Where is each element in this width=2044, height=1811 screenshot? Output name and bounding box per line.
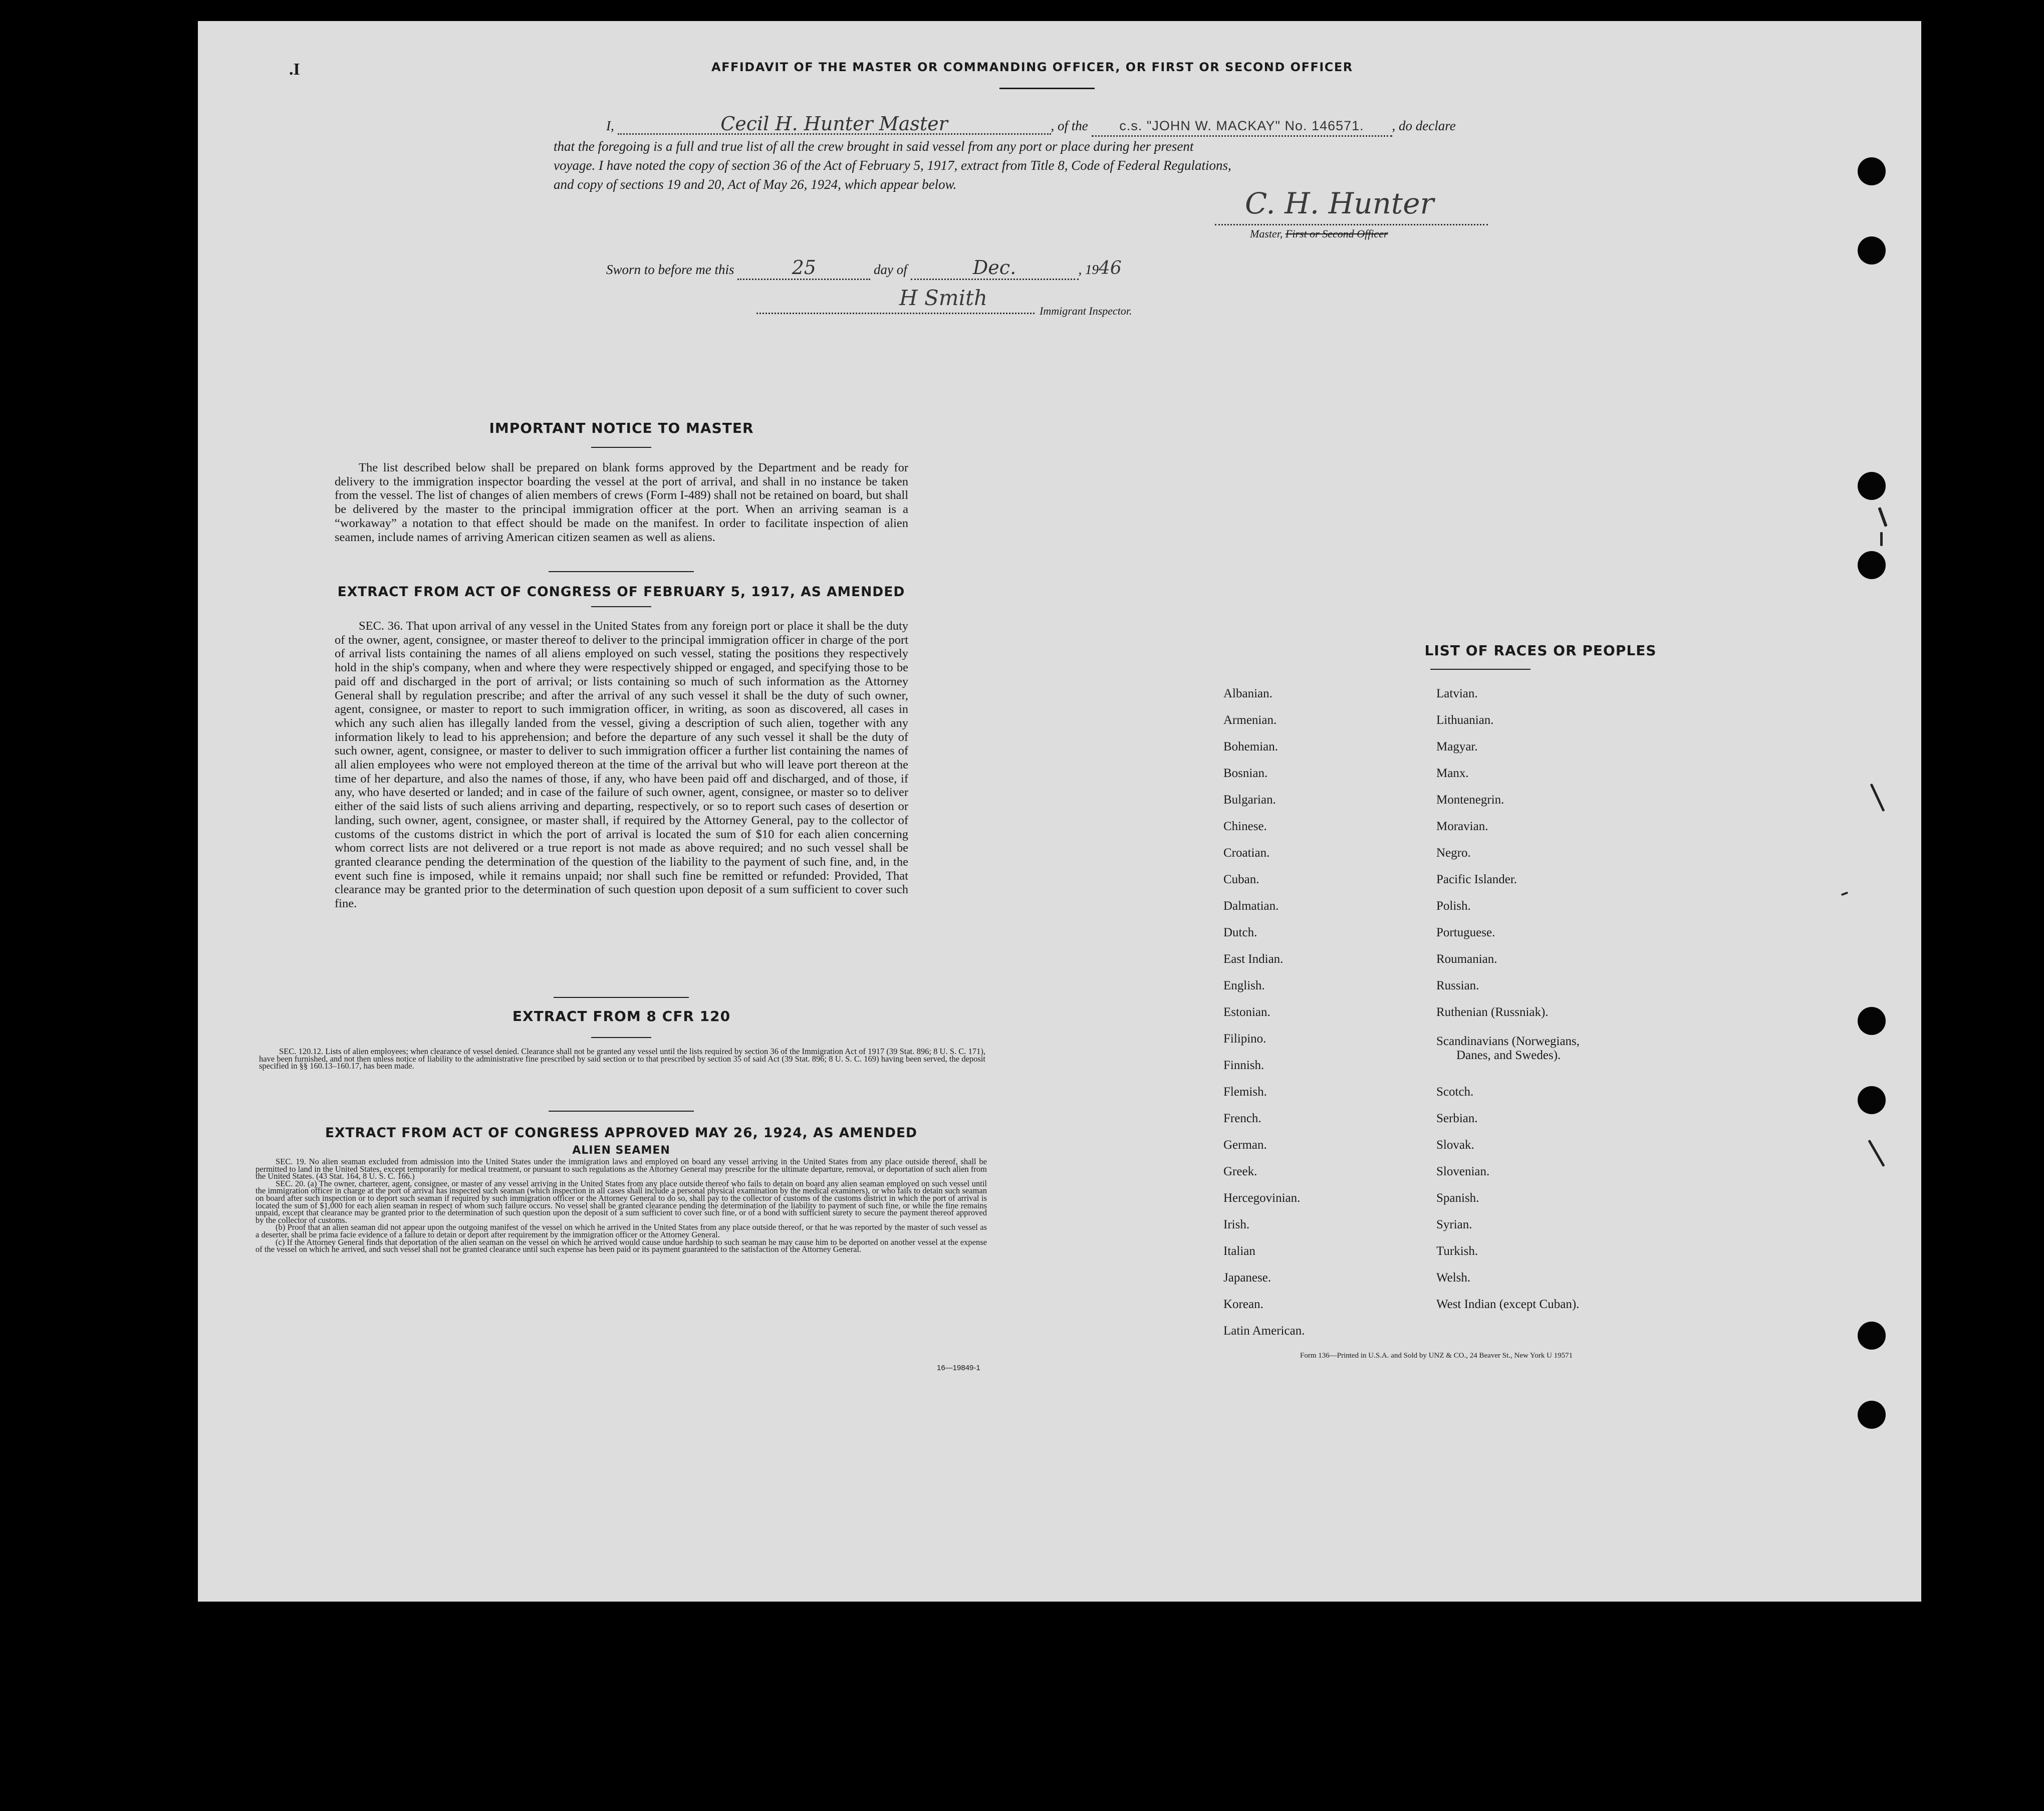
declaration-line-4: and copy of sections 19 and 20, Act of May 26, 1924, which appear below. [554, 177, 957, 192]
race-item: Turkish. [1436, 1244, 1478, 1258]
race-item: Negro. [1436, 846, 1471, 860]
sworn-year: 46 [1099, 258, 1122, 279]
declaration-lead: I, [606, 118, 614, 133]
race-item: Pacific Islander. [1436, 873, 1517, 886]
race-item: Dalmatian. [1223, 899, 1279, 913]
race-item: Hercegovinian. [1223, 1191, 1301, 1205]
scan-speck [1880, 532, 1883, 546]
race-item: Latin American. [1223, 1324, 1305, 1338]
affidavit-title: AFFIDAVIT OF THE MASTER OR COMMANDING OFFICER, OR FIRST OR SECOND OFFICER [711, 60, 1353, 74]
race-item: Korean. [1223, 1298, 1263, 1311]
race-item: Roumanian. [1436, 952, 1497, 966]
race-item: Syrian. [1436, 1218, 1472, 1231]
extract-1917-title: EXTRACT FROM ACT OF CONGRESS OF FEBRUARY 5, 1917, AS AMENDED [337, 584, 905, 600]
declaration-line-2: that the foregoing is a full and true list of all the crew brought in said vessel from any port or place during her present [554, 139, 1194, 154]
form-footer: Form 136—Printed in U.S.A. and Sold by UNZ & CO., 24 Beaver St., New York U 19571 [1300, 1352, 1573, 1360]
sec-19-text: SEC. 19. No alien seaman excluded from admission into the United States under the immigration laws and employed on board any vessel arriving in the United States from any place outside thereof, shall be permitted to land in the United States, except temporarily for medical treatment, or pursuant to such regulations as the Attorney General may prescribe for the ultimate departure, removal, or deportation of such alien from the United States. (43 Stat. 164, 8 U. S. C. 166.) [256, 1157, 987, 1181]
scan-speck [1878, 507, 1887, 527]
affidavit-declaration [554, 114, 1721, 194]
inspector-signature-line [756, 313, 1035, 314]
corner-mark: .I [289, 60, 300, 79]
race-item: Finnish. [1223, 1059, 1264, 1072]
punch-hole [1858, 1401, 1886, 1429]
race-item: West Indian (except Cuban). [1436, 1298, 1580, 1311]
sworn-month: Dec. [911, 256, 1079, 280]
race-item: Scandinavians (Norwegians, [1436, 1034, 1580, 1048]
declaration-of-the: , of the [1051, 118, 1088, 133]
race-item: Moravian. [1436, 820, 1488, 833]
extract-cfr-title-divider [591, 1037, 651, 1038]
race-item: Slovak. [1436, 1138, 1474, 1152]
race-item: Italian [1223, 1244, 1255, 1258]
race-item-continued: Danes, and Swedes). [1456, 1049, 1561, 1062]
race-item: Montenegrin. [1436, 793, 1504, 807]
declaration-line-3: voyage. I have noted the copy of section 36 of the Act of February 5, 1917, extract from Title 8, Code of Federal Regulations, [554, 158, 1231, 173]
notice-divider [549, 571, 694, 572]
scan-speck [1841, 892, 1849, 896]
extract-cfr-body: SEC. 120.12. Lists of alien employees; when clearance of vessel denied. Clearance shall not be granted any vessel until the lists required by section 36 of the Immigration Act of 1917 (39 Stat. 896; 8 U. S. C. 171), have been furnished, and not then unless notice of liability to the administrative fine prescribed by said section or to that prescribed by section 35 of said Act (39 Stat. 896; 8 U. S. C. 169) having been served, the deposit specified in §§ 160.13–160.17, has been made. [259, 1047, 985, 1071]
punch-hole [1858, 1322, 1886, 1350]
race-item: Dutch. [1223, 926, 1257, 939]
race-item: Spanish. [1436, 1191, 1479, 1205]
extract-cfr-title: EXTRACT FROM 8 CFR 120 [512, 1008, 731, 1024]
race-item: Magyar. [1436, 740, 1478, 753]
race-item: Estonian. [1223, 1005, 1270, 1019]
race-item: Welsh. [1436, 1271, 1471, 1284]
title-divider [999, 88, 1095, 89]
race-item: Filipino. [1223, 1032, 1266, 1046]
scan-speck [1870, 784, 1885, 812]
race-item: Ruthenian (Russniak). [1436, 1005, 1549, 1019]
race-item: Armenian. [1223, 713, 1277, 727]
inspector-caption: Immigrant Inspector. [1040, 305, 1132, 317]
race-item: English. [1223, 979, 1265, 992]
races-title-divider [1430, 669, 1530, 670]
sec-20a-text: SEC. 20. (a) The owner, charterer, agent, consignee, or master of any vessel arriving in the United States from any place outside thereof who fails to detain on board any alien seaman employed on such vessel until the immigration officer in charge at the port of arrival has inspected such seaman (which inspection in all cases shall include a personal physical examination by the medical examiners), or who fails to detain such seaman on board after such inspection or to deport such seaman if required by such immigration officer or the Attorney General to do so, shall pay to the collector of customs of the customs district in which the port of arrival is located the sum of $1,000 for each alien seaman in respect of whom such failure occurs. No vessel shall be granted clearance pending the determination of the liability to payment of such fine, or while the fine remains unpaid, except that clearance may be granted prior to the determination of such question upon the deposit of a sum sufficient to cover such fine, or of a bond with sufficient surety to secure the payment thereof approved by the collector of customs. [256, 1178, 987, 1225]
extract-1917-body: SEC. 36. That upon arrival of any vessel in the United States from any foreign port or place it shall be the duty of the owner, agent, consignee, or master thereof to deliver to the principal immigration officer in charge of the port of arrival lists containing the names of all aliens employed on such vessel, stating the positions they respectively hold in the ship's company, when and where they were respectively shipped or engaged, and specifying those to be paid off and discharged in the port of arrival; or lists containing so much of such information as the Attorney General shall by regulation prescribe; and after the arrival of any such vessel it shall be the duty of such owner, agent, consignee, or master to report to such immigration officer, in writing, as soon as discovered, all cases in which any such alien has illegally landed from the vessel, giving a description of such alien, together with any information likely to lead to his apprehension; and before the departure of any such vessel it shall be the duty of such owner, agent, consignee, or master to deliver to such immigration officer a further list containing the names of all alien employees who were not employed thereon at the time of the arrival but who will leave port thereon at the time of her departure, and also the names of those, if any, who have been paid off and discharged, and of those, if any, who have deserted or landed; and in case of the failure of such owner, agent, consignee, or master so to deliver either of the said lists of such aliens arriving and departing, respectively, or so to report such cases of desertion or landing, such owner, agent, consignee, or master shall, if required by the Attorney General, pay to the collector of customs of the customs district in which the port of arrival is located the sum of $10 for each alien concerning whom correct lists are not delivered or a true report is not made as above required; and no such vessel shall be granted clearance pending the determination of the question of the liability to the payment of such fine, and, in the event such fine is imposed, while it remains unpaid; nor shall such fine be remitted or refunded: Provided, That clearance may be granted prior to the determination of such question upon deposit of a sum sufficient to cover such fine. [335, 619, 908, 911]
inspector-signature: H Smith [899, 286, 987, 310]
race-item: Scotch. [1436, 1085, 1474, 1099]
declaration-do-declare: , do declare [1392, 118, 1456, 133]
extract-1924-subtitle: ALIEN SEAMEN [572, 1144, 670, 1157]
extract-1917-divider [554, 997, 689, 998]
punch-hole [1858, 551, 1886, 579]
race-item: Latvian. [1436, 687, 1478, 700]
race-item: Slovenian. [1436, 1165, 1490, 1178]
race-item: Chinese. [1223, 820, 1267, 833]
punch-hole [1858, 157, 1886, 185]
notice-title-divider [591, 447, 651, 448]
race-item: Croatian. [1223, 846, 1270, 860]
extract-cfr-divider [549, 1111, 694, 1112]
race-item: German. [1223, 1138, 1267, 1152]
sworn-day: 25 [737, 256, 870, 280]
scan-speck [1868, 1140, 1885, 1167]
race-item: Bosnian. [1223, 766, 1268, 780]
sec-20c-text: (c) If the Attorney General finds that deportation of the alien seaman on the vessel on which he arrived would cause undue hardship to such seaman he may cause him to be deported on another vessel at the expense of the vessel on which he arrived, and such vessel shall not be granted clearance until such expense has been paid or its payment guaranteed to the satisfaction of the Attorney General. [256, 1237, 987, 1254]
punch-hole [1858, 1007, 1886, 1035]
race-item: French. [1223, 1112, 1261, 1125]
master-signature-line [1215, 224, 1488, 225]
punch-hole [1858, 236, 1886, 265]
struck-officer-text: First or Second Officer [1285, 227, 1388, 240]
extract-1924-body [256, 1158, 987, 1253]
race-item: Bohemian. [1223, 740, 1279, 753]
race-item: Serbian. [1436, 1112, 1478, 1125]
notice-title: IMPORTANT NOTICE TO MASTER [489, 420, 754, 436]
sworn-statement: Sworn to before me this 25 day of Dec. , 1946 [606, 256, 1122, 280]
print-code: 16—19849-1 [937, 1364, 980, 1372]
punch-hole [1858, 1086, 1886, 1114]
punch-hole [1858, 472, 1886, 500]
handwritten-master-name: Cecil H. Hunter Master [618, 114, 1051, 135]
master-caption: Master, First or Second Officer [1250, 227, 1388, 240]
master-signature: C. H. Hunter [1245, 186, 1434, 220]
race-item: Portuguese. [1436, 926, 1495, 939]
form-sheet [198, 21, 1921, 1602]
extract-1917-title-divider [591, 606, 651, 607]
race-item: Greek. [1223, 1165, 1257, 1178]
race-item: Lithuanian. [1436, 713, 1494, 727]
vessel-name-stamp: c.s. "JOHN W. MACKAY" No. 146571. [1092, 116, 1392, 137]
notice-body: The list described below shall be prepared on blank forms approved by the Department and be ready for delivery to the immigration inspector boarding the vessel at the port of arrival, and shall in no instance be taken from the vessel. The list of changes of alien members of crews (Form I-489) shall not be retained on board, but shall be delivered by the master to the principal immigration officer at the port. When an arriving seaman is a “workaway” a notation to that effect should be made on the manifest. In order to facilitate inspection of alien seamen, include names of arriving American citizen seamen as well as aliens. [335, 461, 908, 544]
race-item: Japanese. [1223, 1271, 1271, 1284]
race-item: Flemish. [1223, 1085, 1267, 1099]
race-item: Russian. [1436, 979, 1479, 992]
races-title: LIST OF RACES OR PEOPLES [1424, 642, 1657, 659]
race-item: Albanian. [1223, 687, 1272, 700]
race-item: East Indian. [1223, 952, 1284, 966]
race-item: Irish. [1223, 1218, 1250, 1231]
race-item: Cuban. [1223, 873, 1259, 886]
extract-1924-title: EXTRACT FROM ACT OF CONGRESS APPROVED MAY 26, 1924, AS AMENDED [325, 1125, 918, 1141]
race-item: Bulgarian. [1223, 793, 1276, 807]
sec-20b-text: (b) Proof that an alien seaman did not appear upon the outgoing manifest of the vessel on which he arrived in the United States from any place outside thereof, or that he was reported by the master of such vessel as a deserter, shall be prima facie evidence of a failure to detain or deport after requirement by the immigration officer or the Attorney General. [256, 1222, 987, 1239]
race-item: Manx. [1436, 766, 1469, 780]
race-item: Polish. [1436, 899, 1471, 913]
